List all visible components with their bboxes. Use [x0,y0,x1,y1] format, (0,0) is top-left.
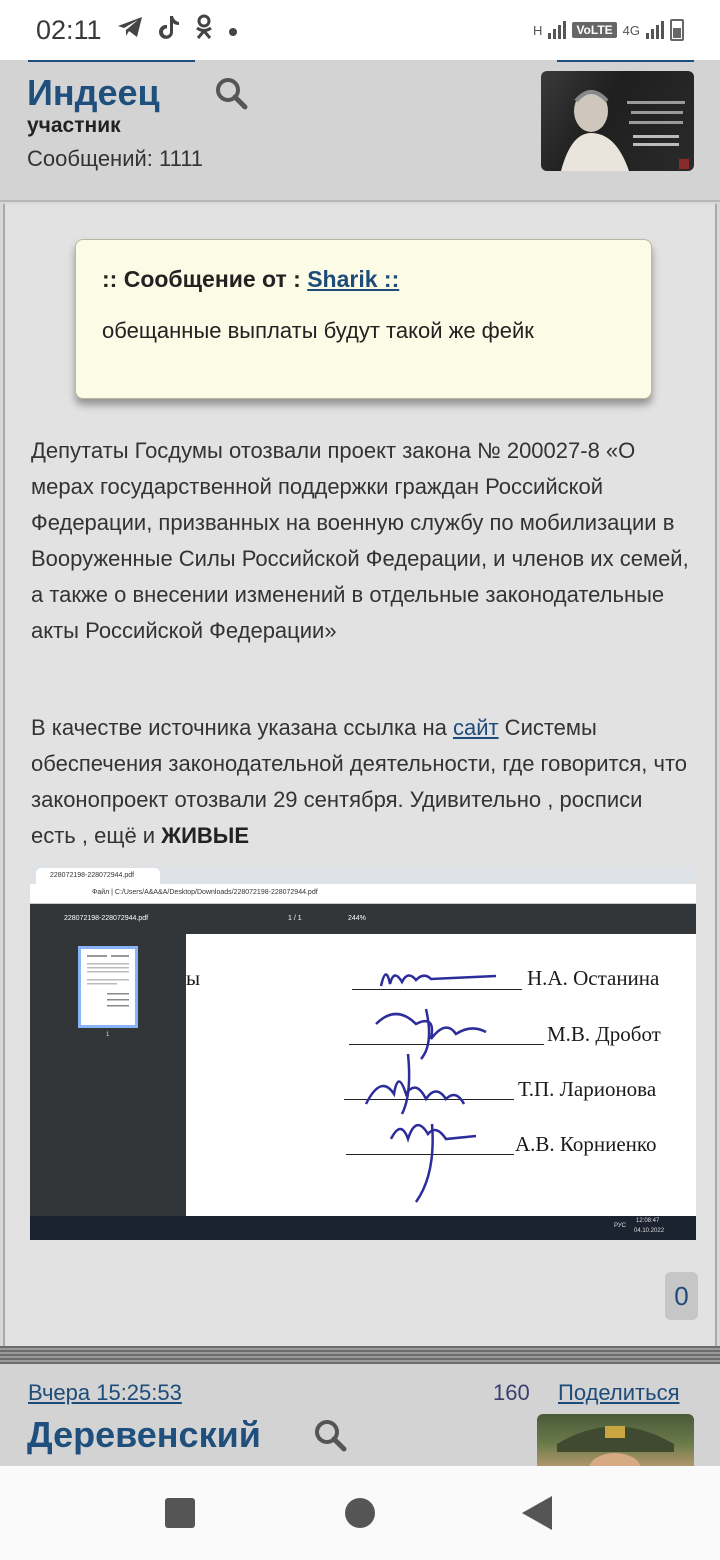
home-button[interactable] [345,1498,375,1528]
author-name[interactable]: Деревенский [27,1414,261,1455]
back-button[interactable] [522,1496,552,1530]
taskbar-lang: РУС [614,1223,627,1229]
browser-tab: 228072198-228072944.pdf [36,868,160,884]
share-link[interactable]: Поделиться [558,1380,680,1405]
paragraph-text: Системы обеспечения законодательной деятельности, где говорится, что законопроект отозвали 29 сентября. Удивительно , росписи есть , ещё и [31,715,688,848]
browser-address-bar: Файл | C:/Users/A&A&A/Desktop/Downloads/228072198-228072944.pdf [30,884,696,904]
network-type-label: H [533,22,543,38]
network-type-label-2: 4G [622,22,640,38]
paragraph-bold: ЖИВЫЕ [161,823,249,848]
vote-counter[interactable]: 0 [665,1272,698,1320]
browser-tabbar [30,866,696,884]
tiktok-icon [158,14,180,46]
system-icons [533,19,684,41]
post-number: 160 [493,1380,530,1405]
signal-icon [548,21,566,39]
signal-icon-2 [646,21,664,39]
divider [557,60,694,62]
post-separator [0,1346,720,1364]
quote-prefix: :: Сообщение от : [102,266,308,292]
page-fragment: ы [186,966,201,990]
odnoklassniki-icon [194,14,214,46]
signer-name-4: А.В. Корниенко [515,1132,657,1156]
handwritten-signatures [336,944,536,1214]
messages-count: Сообщений: 1111 [27,146,204,171]
search-icon[interactable] [313,1418,347,1452]
volte-badge: VoLTE [572,22,616,38]
source-link[interactable]: сайт [452,715,499,740]
quote-author-link[interactable]: Sharik :: [307,266,400,292]
pdf-thumbnails [30,934,186,1216]
paragraph-text: В качестве источника указана ссылка на [31,715,453,740]
notification-icons [116,14,238,46]
dot-icon [228,17,238,43]
post-header [0,60,720,202]
page-indicator: 1 / 1 [288,915,302,922]
navigation-bar [0,1466,720,1560]
post-date-link[interactable]: Вчера 15:25:53 [28,1380,182,1405]
search-icon[interactable] [214,76,248,110]
pdf-page [186,934,696,1216]
page-thumbnail [78,946,138,1028]
pdf-title: 228072198-228072944.pdf [64,915,149,922]
quote-header [102,266,399,293]
signer-name-1: Н.А. Останина [527,966,660,990]
next-post-header [0,1364,720,1466]
signer-name-3: Т.П. Ларионова [518,1077,657,1101]
quote-box [75,239,652,399]
windows-taskbar [30,1216,696,1240]
zoom-level: 244% [348,915,366,922]
telegram-icon [116,15,144,45]
recents-button[interactable] [165,1498,195,1528]
taskbar-date: 04.10.2022 [634,1228,665,1234]
post-paragraph-1: Депутаты Госдумы отозвали проект закона № 200027-8 «О мерах государственной поддержки граждан Российской Федерации, призванных на военную службу по мобилизации в Вооруженные Силы Российской Федерации, и членов их семей, а также о внесении изменений в отдельные законодательные акты Российской Федерации» [31,438,689,643]
thumbnail-number: 1 [106,1032,110,1038]
post-paragraph-2 [31,710,691,854]
avatar[interactable] [541,71,694,171]
avatar[interactable] [537,1414,694,1466]
author-name[interactable]: Индеец [27,72,160,113]
divider [28,60,195,62]
pdf-toolbar [30,904,696,934]
post-image[interactable] [30,866,696,1240]
battery-icon [670,19,684,41]
post-body [3,204,717,1346]
status-time: 02:11 [36,14,102,45]
quote-text: обещанные выплаты будут такой же фейк [102,318,534,343]
signer-name-2: М.В. Дробот [547,1022,661,1046]
taskbar-time: 12:08:47 [636,1218,660,1224]
author-role: участник [27,114,121,137]
status-bar [0,0,720,60]
